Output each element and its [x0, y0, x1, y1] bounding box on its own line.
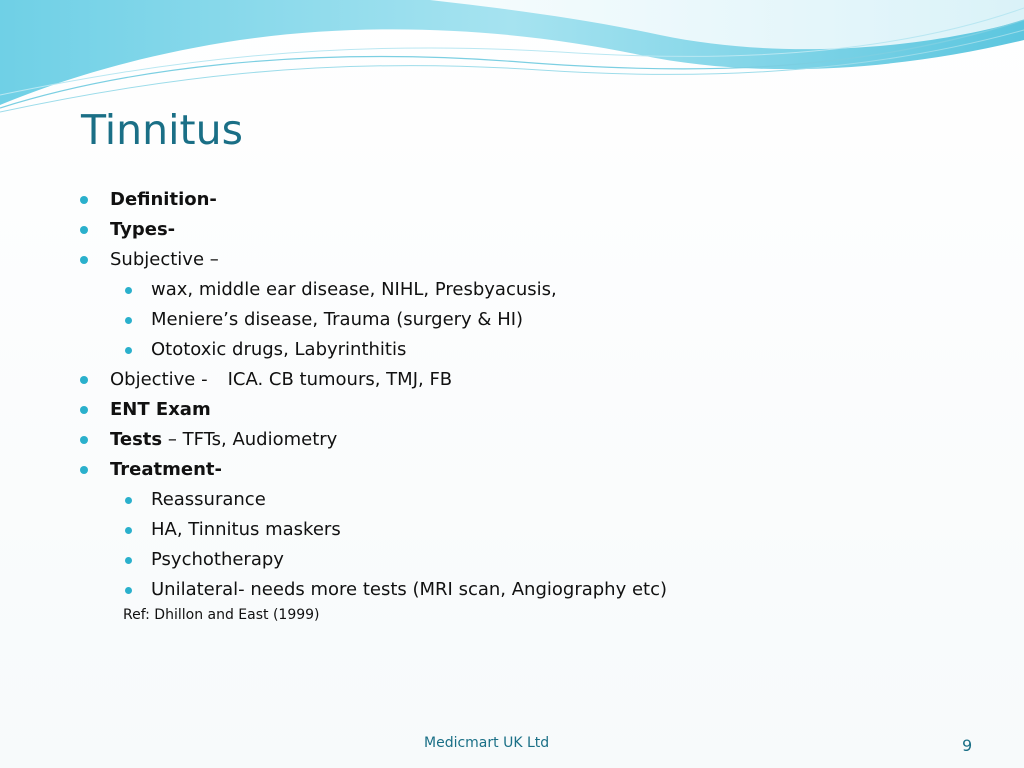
bullet-label: Definition-	[110, 189, 217, 210]
list-item	[110, 248, 219, 272]
footer-company: Medicmart UK Ltd	[424, 735, 550, 751]
bullet-text: Subjective –	[110, 249, 219, 270]
sub-list-item	[151, 308, 523, 332]
bullet-icon	[80, 226, 88, 234]
bullet-icon	[80, 466, 88, 474]
bullet-icon	[125, 527, 132, 534]
bullet-icon	[125, 587, 132, 594]
bullet-icon	[80, 406, 88, 414]
reference-note: Ref: Dhillon and East (1999)	[123, 607, 320, 623]
sub-list-item	[151, 488, 266, 512]
sub-list-item	[151, 548, 284, 572]
sub-list-item	[151, 338, 406, 362]
bullet-icon	[125, 497, 132, 504]
list-item	[110, 218, 175, 242]
bullet-label: Tests	[110, 429, 163, 450]
bullet-icon	[80, 376, 88, 384]
bullet-text: Unilateral- needs more tests (MRI scan, Angiography etc)	[151, 579, 668, 600]
list-item	[110, 368, 452, 392]
bullet-icon	[80, 196, 88, 204]
bullet-text: wax, middle ear disease, NIHL, Presbyacusis,	[151, 279, 557, 300]
bullet-label: ENT Exam	[110, 399, 211, 420]
bullet-text: Objective -	[110, 369, 208, 390]
bullet-label: Treatment-	[110, 459, 222, 480]
sub-list-item	[151, 278, 557, 302]
page-number: 9	[962, 736, 973, 755]
bullet-text: Psychotherapy	[151, 549, 284, 570]
slide-title: Tinnitus	[81, 106, 243, 154]
list-item	[110, 188, 217, 212]
bullet-icon	[125, 347, 132, 354]
bullet-icon	[80, 256, 88, 264]
bullet-text: Reassurance	[151, 489, 266, 510]
bullet-text: Ototoxic drugs, Labyrinthitis	[151, 339, 407, 360]
bullet-text-detail: ICA. CB tumours, TMJ, FB	[227, 369, 453, 390]
sub-list-item	[151, 578, 667, 602]
bullet-icon	[125, 287, 132, 294]
list-item	[110, 398, 211, 422]
bullet-text: – TFTs, Audiometry	[162, 429, 338, 450]
bullet-icon	[125, 557, 132, 564]
bullet-label: Types-	[110, 219, 176, 240]
list-item	[110, 458, 222, 482]
bullet-text: Meniere’s disease, Trauma (surgery & HI)	[151, 309, 524, 330]
sub-list-item	[151, 518, 341, 542]
list-item	[110, 428, 337, 452]
bullet-icon	[125, 317, 132, 324]
bullet-icon	[80, 436, 88, 444]
bullet-text: HA, Tinnitus maskers	[151, 519, 341, 540]
